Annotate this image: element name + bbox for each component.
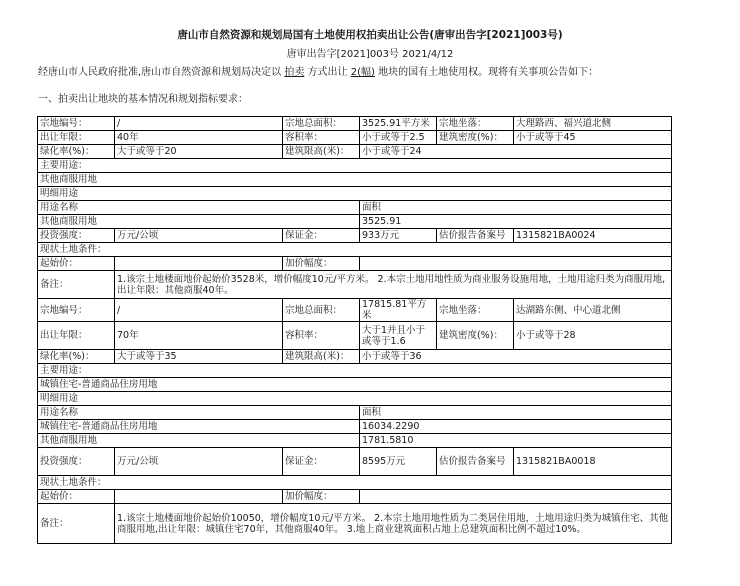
value-cell: / xyxy=(115,117,283,131)
value-cell: 其他商服用地 xyxy=(38,215,360,229)
table-row xyxy=(38,159,672,173)
label-cell: 明细用途 xyxy=(38,392,672,406)
value-cell: 大于1并且小于或等于1.6 xyxy=(360,322,437,350)
intro-count: 2(幅) xyxy=(350,67,375,78)
table-row xyxy=(38,378,672,392)
intro-mid: 方式出让 xyxy=(304,67,351,78)
value-cell: 16034.2290 xyxy=(360,420,672,434)
value-cell: 70年 xyxy=(115,322,283,350)
table-row xyxy=(38,131,672,145)
value-cell: 小于或等于36 xyxy=(360,350,672,364)
label-cell: 主要用途： xyxy=(38,159,672,173)
intro-pre: 经唐山市人民政府批准,唐山市自然资源和规划局决定以 xyxy=(38,67,285,78)
table-row xyxy=(38,229,672,243)
label-cell: 保证金： xyxy=(283,448,360,476)
label-cell: 备注： xyxy=(38,504,115,544)
label-cell: 绿化率(%)： xyxy=(38,145,115,159)
table-row xyxy=(38,299,672,322)
section-heading: 一、拍卖出让地块的基本情况和规划指标要求： xyxy=(38,94,248,105)
value-cell: 大于或等于20 xyxy=(115,145,283,159)
label-cell: 绿化率(%)： xyxy=(38,350,115,364)
value-cell: 1315821BA0024 xyxy=(514,229,672,243)
table-row xyxy=(38,271,672,299)
table-row xyxy=(38,215,672,229)
table-row xyxy=(38,145,672,159)
table-row xyxy=(38,420,672,434)
label-cell: 宗地坐落： xyxy=(437,117,514,131)
value-cell: 小于或等于24 xyxy=(360,145,672,159)
table-row xyxy=(38,201,672,215)
label-cell: 容积率： xyxy=(283,131,360,145)
value-cell: 万元/公顷 xyxy=(115,229,283,243)
table-row xyxy=(38,490,672,504)
table-row xyxy=(38,364,672,378)
value-cell: 8595万元 xyxy=(360,448,437,476)
value-cell: 其他商服用地 xyxy=(38,173,672,187)
label-cell: 投资强度： xyxy=(38,229,115,243)
label-cell: 建筑限高(米)： xyxy=(283,350,360,364)
intro-method: 拍卖 xyxy=(284,67,305,78)
table-row xyxy=(38,350,672,364)
value-cell: 其他商服用地 xyxy=(38,434,360,448)
value-cell xyxy=(115,257,283,271)
table-row xyxy=(38,434,672,448)
table-row xyxy=(38,448,672,476)
label-cell: 出让年限： xyxy=(38,322,115,350)
value-cell: 3525.91平方米 xyxy=(360,117,437,131)
label-cell: 加价幅度： xyxy=(283,257,360,271)
label-cell: 加价幅度： xyxy=(283,490,360,504)
label-cell: 面积 xyxy=(360,406,672,420)
label-cell: 宗地编号： xyxy=(38,117,115,131)
label-cell: 现状土地条件： xyxy=(38,476,672,490)
value-cell: 大于或等于35 xyxy=(115,350,283,364)
value-cell: 万元/公顷 xyxy=(115,448,283,476)
value-cell: 1781.5810 xyxy=(360,434,672,448)
value-cell xyxy=(360,257,672,271)
label-cell: 容积率： xyxy=(283,322,360,350)
label-cell: 建筑密度(%)： xyxy=(437,131,514,145)
table-row xyxy=(38,173,672,187)
table-row xyxy=(38,243,672,257)
announcement-subtitle: 唐审出告字[2021]003号 2021/4/12 xyxy=(286,49,454,60)
value-cell xyxy=(360,490,672,504)
label-cell: 明细用途 xyxy=(38,187,672,201)
notes-cell: 1.该宗土地楼面地价起始价10050，增价幅度10元/平方米。 2.本宗土地用地性质为二类居住用地，土地用途归类为城镇住宅、其他商服用地,出让年限：城镇住宅70年，其他商服40年。 3.地上商业建筑面积占地上总建筑面积比例不超过10%。 xyxy=(115,504,672,544)
intro-post: 地块的国有土地使用权。现将有关事项公告如下： xyxy=(374,67,599,78)
table-row xyxy=(38,406,672,420)
label-cell: 投资强度： xyxy=(38,448,115,476)
label-cell: 用途名称 xyxy=(38,201,360,215)
value-cell xyxy=(115,490,283,504)
table-row xyxy=(38,392,672,406)
label-cell: 估价报告备案号 xyxy=(437,229,514,243)
label-cell: 宗地总面积： xyxy=(283,299,360,322)
label-cell: 起始价： xyxy=(38,257,115,271)
value-cell: 小于或等于28 xyxy=(514,322,672,350)
label-cell: 宗地坐落： xyxy=(437,299,514,322)
value-cell: 小于或等于2.5 xyxy=(360,131,437,145)
label-cell: 出让年限： xyxy=(38,131,115,145)
table-row xyxy=(38,187,672,201)
value-cell: 城镇住宅-普通商品住房用地 xyxy=(38,378,672,392)
label-cell: 宗地总面积： xyxy=(283,117,360,131)
intro-paragraph xyxy=(38,63,598,78)
value-cell: 3525.91 xyxy=(360,215,672,229)
label-cell: 估价报告备案号 xyxy=(437,448,514,476)
label-cell: 建筑密度(%)： xyxy=(437,322,514,350)
announcement-title: 唐山市自然资源和规划局国有土地使用权拍卖出让公告(唐审出告字[2021]003号) xyxy=(177,29,563,41)
table-row xyxy=(38,504,672,544)
table-row xyxy=(38,322,672,350)
label-cell: 面积 xyxy=(360,201,672,215)
notes-cell: 1.该宗土地楼面地价起始价3528米，增价幅度10元/平方米。 2.本宗土地用地性质为商业服务设施用地，土地用途归类为商服用地,出让年限：其他商服40年。 xyxy=(115,271,672,299)
value-cell: / xyxy=(115,299,283,322)
label-cell: 建筑限高(米)： xyxy=(283,145,360,159)
label-cell: 备注： xyxy=(38,271,115,299)
value-cell: 40年 xyxy=(115,131,283,145)
value-cell: 城镇住宅-普通商品住房用地 xyxy=(38,420,360,434)
label-cell: 宗地编号： xyxy=(38,299,115,322)
value-cell: 933万元 xyxy=(360,229,437,243)
table-row xyxy=(38,257,672,271)
value-cell: 小于或等于45 xyxy=(514,131,672,145)
value-cell: 17815.81平方米 xyxy=(360,299,437,322)
table-row xyxy=(38,117,672,131)
label-cell: 保证金： xyxy=(283,229,360,243)
label-cell: 用途名称 xyxy=(38,406,360,420)
value-cell: 达湖路东侧、中心道北侧 xyxy=(514,299,672,322)
label-cell: 起始价： xyxy=(38,490,115,504)
value-cell: 大理路西、福兴道北侧 xyxy=(514,117,672,131)
table-row xyxy=(38,476,672,490)
parcel-table xyxy=(37,116,672,544)
label-cell: 主要用途： xyxy=(38,364,672,378)
label-cell: 现状土地条件： xyxy=(38,243,672,257)
value-cell: 1315821BA0018 xyxy=(514,448,672,476)
